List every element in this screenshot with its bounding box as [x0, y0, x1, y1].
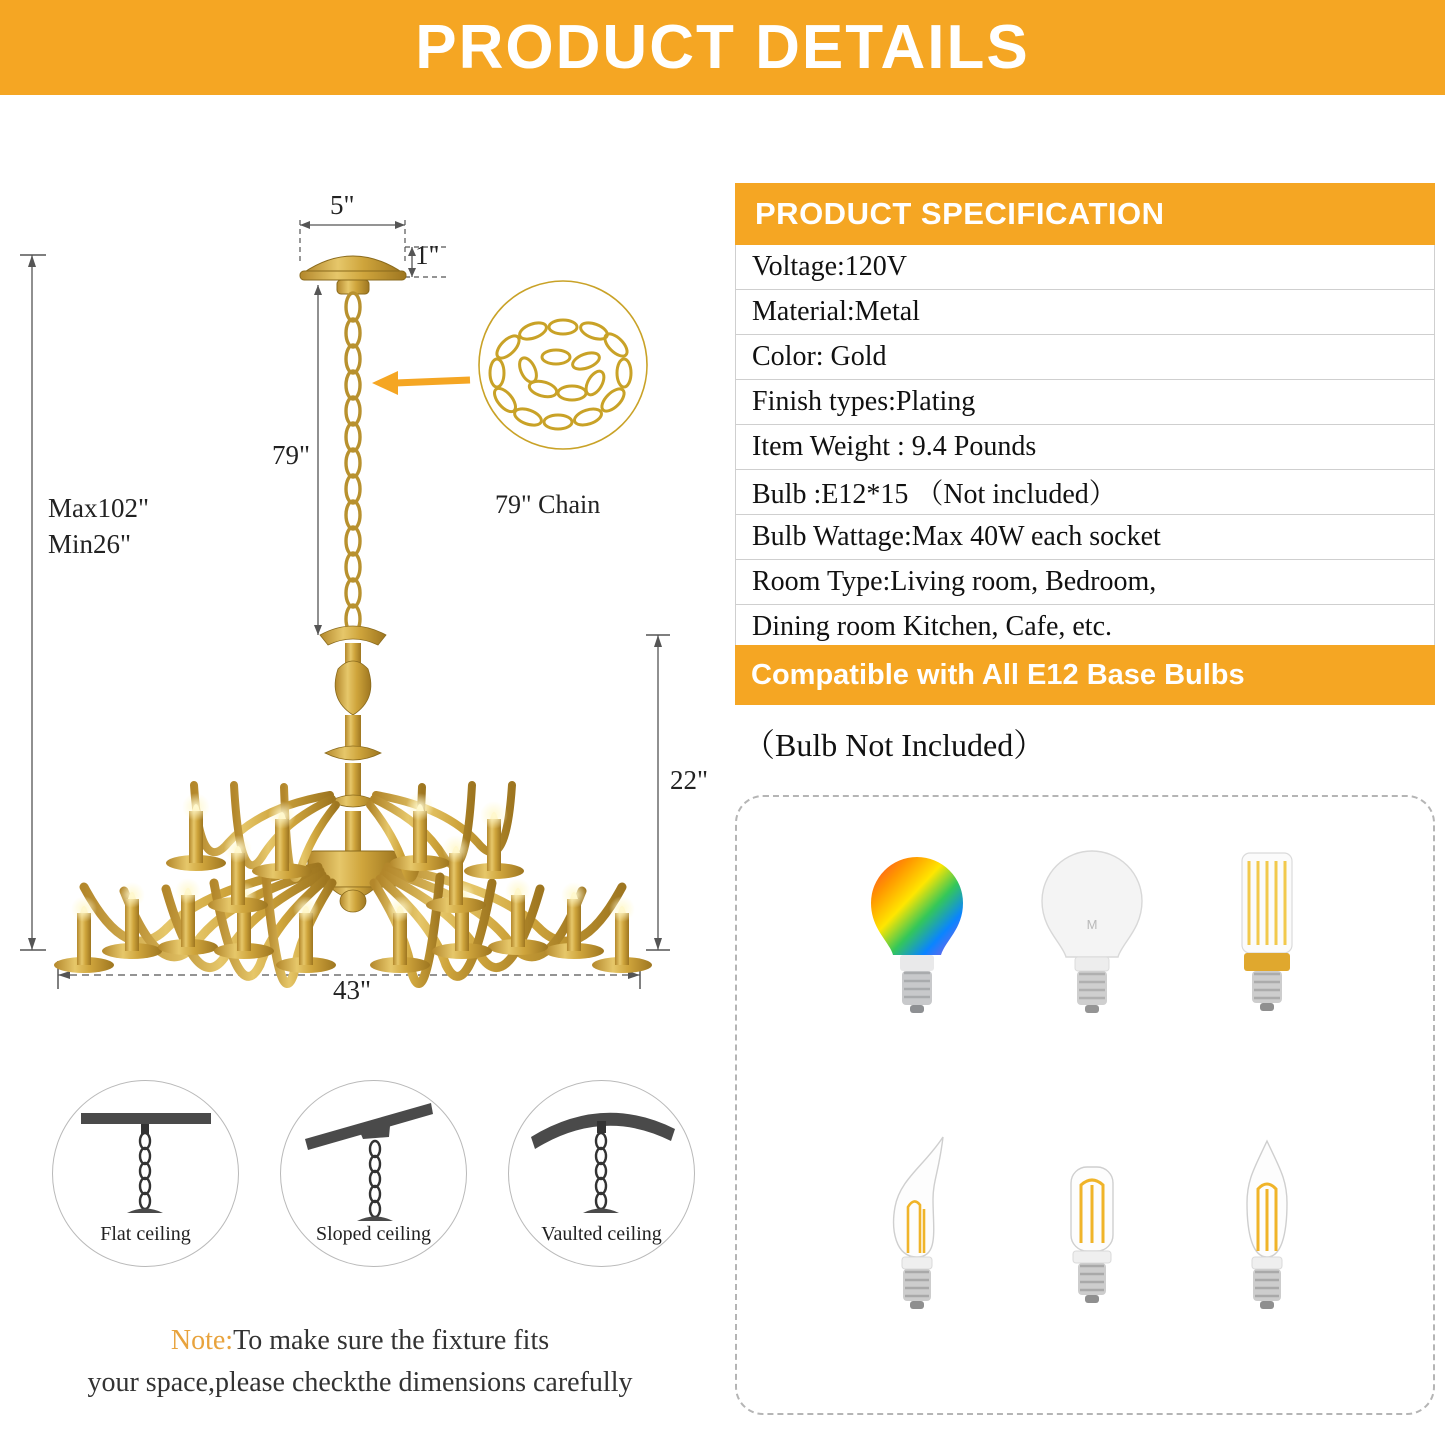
- table-row: [736, 605, 1434, 650]
- spec-header-title: PRODUCT SPECIFICATION: [755, 196, 1165, 231]
- left-column: [0, 95, 720, 1445]
- spec-header-banner: [735, 183, 1435, 245]
- spec-value-voltage: Voltage:120V: [752, 251, 908, 282]
- table-row: [736, 290, 1434, 335]
- table-row: [736, 335, 1434, 380]
- dim-height-range: [48, 490, 149, 563]
- bulb-white-globe: [1007, 817, 1177, 1077]
- spec-value-finish: Finish types:Plating: [752, 386, 976, 417]
- table-row: [736, 470, 1434, 515]
- chain-caption: 79" Chain: [495, 490, 601, 519]
- tubular-filament-bulb-icon: [1007, 1107, 1177, 1367]
- page-title: PRODUCT DETAILS: [415, 13, 1030, 82]
- svg-text:M: M: [1086, 917, 1098, 932]
- dim-canopy-height: 1": [415, 240, 440, 270]
- dim-chain-length: 79": [272, 440, 311, 470]
- spec-value-wattage: Bulb Wattage:Max 40W each socket: [752, 521, 1161, 552]
- dim-fixture-height: 22": [670, 765, 709, 795]
- right-column: [735, 95, 1435, 1445]
- ceiling-option-sloped: [280, 1080, 467, 1267]
- flame-tip-filament-bulb-icon: [832, 1107, 1002, 1367]
- ceiling-label-flat: Flat ceiling: [100, 1223, 191, 1245]
- spec-table: [735, 245, 1435, 651]
- chandelier-drawing: [0, 95, 720, 1035]
- table-row: [736, 425, 1434, 470]
- candle-filament-bulb-icon: [1182, 1107, 1352, 1367]
- dim-height-min: Min26": [48, 529, 132, 560]
- table-row: [736, 245, 1434, 290]
- ceiling-label-sloped: Sloped ceiling: [316, 1223, 431, 1245]
- header-banner: [0, 0, 1445, 95]
- compat-header-banner: [735, 645, 1435, 705]
- bulb-corn-led: [1182, 817, 1352, 1077]
- bulb-gallery: [735, 795, 1435, 1415]
- note-line-1: To make sure the fixture fits: [233, 1325, 550, 1356]
- table-row: [736, 380, 1434, 425]
- bulb-tubular: [1007, 1107, 1177, 1367]
- dim-fixture-width: 43": [333, 975, 372, 1005]
- dim-canopy-width: 5": [330, 190, 355, 220]
- ceiling-types: [0, 1080, 720, 1290]
- spec-value-bulb: Bulb :E12*15 （Not included）: [752, 479, 1117, 510]
- note-label: Note:: [170, 1325, 234, 1356]
- table-row: [736, 560, 1434, 605]
- bulb-rgb-globe: [832, 817, 1002, 1077]
- ceiling-option-flat: [52, 1080, 239, 1267]
- ceiling-option-vaulted: [508, 1080, 695, 1267]
- compat-subtitle: （Bulb Not Included）: [743, 727, 1046, 763]
- chandelier-diagram: [0, 95, 720, 1035]
- bulb-flame-tip: [832, 1107, 1002, 1367]
- spec-value-material: Material:Metal: [752, 296, 920, 327]
- table-row: [736, 515, 1434, 560]
- note-block: [0, 1320, 720, 1404]
- bulb-candle: [1182, 1107, 1352, 1367]
- spec-value-room-type-2: Dining room Kitchen, Cafe, etc.: [752, 611, 1113, 642]
- compat-header-title: Compatible with All E12 Base Bulbs: [751, 658, 1245, 691]
- corn-led-bulb-icon: [1182, 817, 1352, 1077]
- rgb-globe-bulb-icon: [832, 817, 1002, 1077]
- ceiling-label-vaulted: Vaulted ceiling: [541, 1223, 662, 1245]
- spec-value-color: Color: Gold: [752, 341, 887, 372]
- dim-height-max: Max102": [48, 493, 150, 523]
- white-globe-bulb-icon: [1007, 817, 1177, 1077]
- spec-value-weight: Item Weight : 9.4 Pounds: [752, 431, 1037, 462]
- spec-value-room-type-1: Room Type:Living room, Bedroom,: [752, 566, 1157, 597]
- note-line-2: your space,please checkthe dimensions carefully: [87, 1367, 633, 1398]
